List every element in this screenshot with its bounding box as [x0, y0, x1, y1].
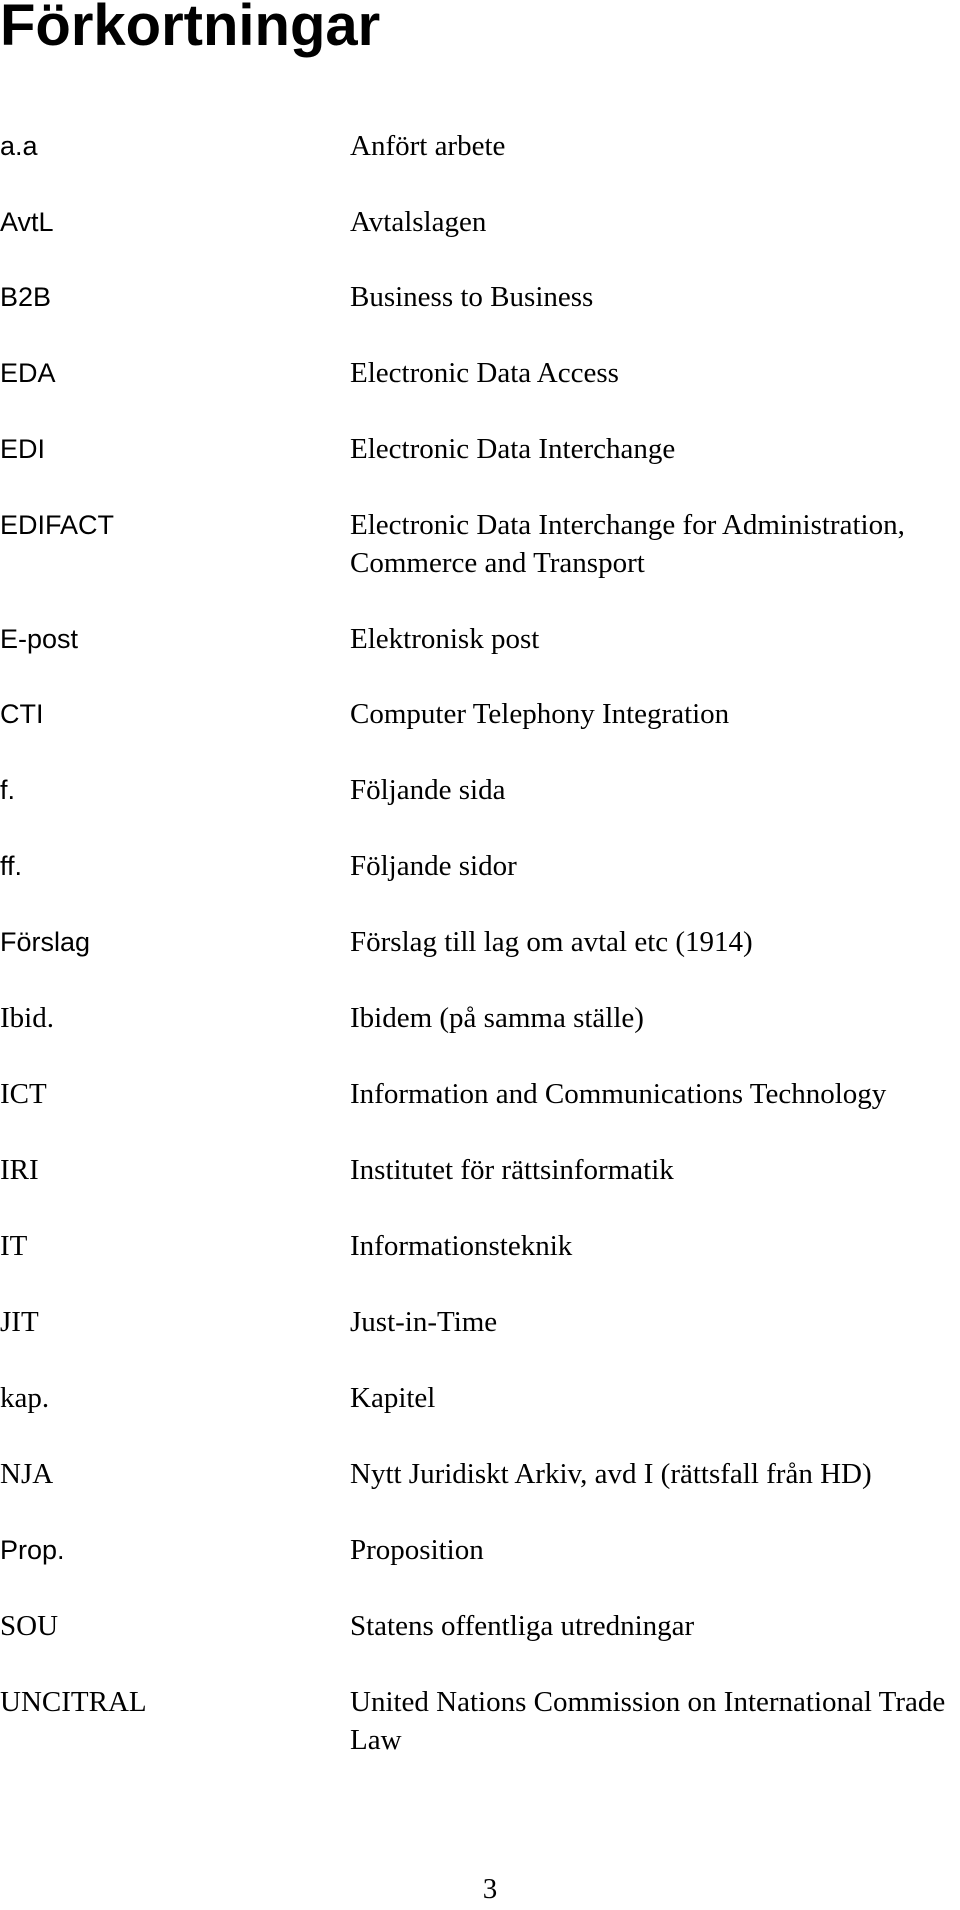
abbreviation-definition: Electronic Data Access	[350, 357, 619, 389]
abbreviation-definition: Avtalslagen	[350, 206, 487, 238]
abbreviation-term: a.a	[0, 131, 38, 161]
abbreviation-term: Förslag	[0, 927, 91, 957]
abbreviation-term: EDA	[0, 358, 56, 388]
abbreviation-definition: Ibidem (på samma ställe)	[350, 1002, 644, 1034]
abbreviation-term: IRI	[0, 1154, 39, 1186]
abbreviation-term: SOU	[0, 1610, 59, 1642]
abbreviation-definition: Electronic Data Interchange for Administration, Commerce and Transport	[350, 509, 905, 579]
abbreviation-definition: Institutet för rättsinformatik	[350, 1154, 674, 1186]
abbreviation-definition: Proposition	[350, 1534, 484, 1566]
abbreviation-term: ICT	[0, 1078, 47, 1110]
abbreviation-term: ff.	[0, 851, 23, 881]
abbreviation-term: B2B	[0, 282, 52, 312]
abbreviation-term: EDIFACT	[0, 510, 115, 540]
abbreviation-term: EDI	[0, 434, 46, 464]
abbreviation-term: JIT	[0, 1306, 39, 1338]
abbreviation-definition: Information and Communications Technology	[350, 1078, 887, 1110]
abbreviation-term: Ibid.	[0, 1002, 54, 1034]
abbreviation-definition: Business to Business	[350, 281, 594, 313]
abbreviation-term: UNCITRAL	[0, 1686, 147, 1718]
abbreviation-term: NJA	[0, 1458, 54, 1490]
abbreviation-term: AvtL	[0, 207, 54, 237]
abbreviation-term: E-post	[0, 624, 79, 654]
abbreviation-term: Prop.	[0, 1535, 65, 1565]
abbreviation-definition: United Nations Commission on International Trade Law	[350, 1686, 946, 1756]
abbreviation-term: f.	[0, 775, 16, 805]
abbreviation-definition: Computer Telephony Integration	[350, 698, 730, 730]
abbreviation-definition: Electronic Data Interchange	[350, 433, 676, 465]
abbreviation-definition: Just-in-Time	[350, 1306, 498, 1338]
abbreviation-definition: Nytt Juridiskt Arkiv, avd I (rättsfall från HD)	[350, 1458, 872, 1490]
abbreviation-term: CTI	[0, 699, 44, 729]
abbreviation-definition: Kapitel	[350, 1382, 436, 1414]
abbreviation-definition: Följande sidor	[350, 850, 517, 882]
page-title: Förkortningar	[0, 0, 381, 58]
page-number: 3	[482, 1873, 498, 1905]
abbreviation-definition: Förslag till lag om avtal etc (1914)	[350, 926, 753, 958]
abbreviation-definition: Elektronisk post	[350, 623, 540, 655]
abbreviation-term: IT	[0, 1230, 28, 1262]
abbreviation-definition: Anfört arbete	[350, 130, 506, 162]
abbreviation-definition: Följande sida	[350, 774, 506, 806]
abbreviation-definition: Statens offentliga utredningar	[350, 1610, 695, 1642]
abbreviation-definition: Informationsteknik	[350, 1230, 573, 1262]
abbreviation-term: kap.	[0, 1382, 50, 1414]
